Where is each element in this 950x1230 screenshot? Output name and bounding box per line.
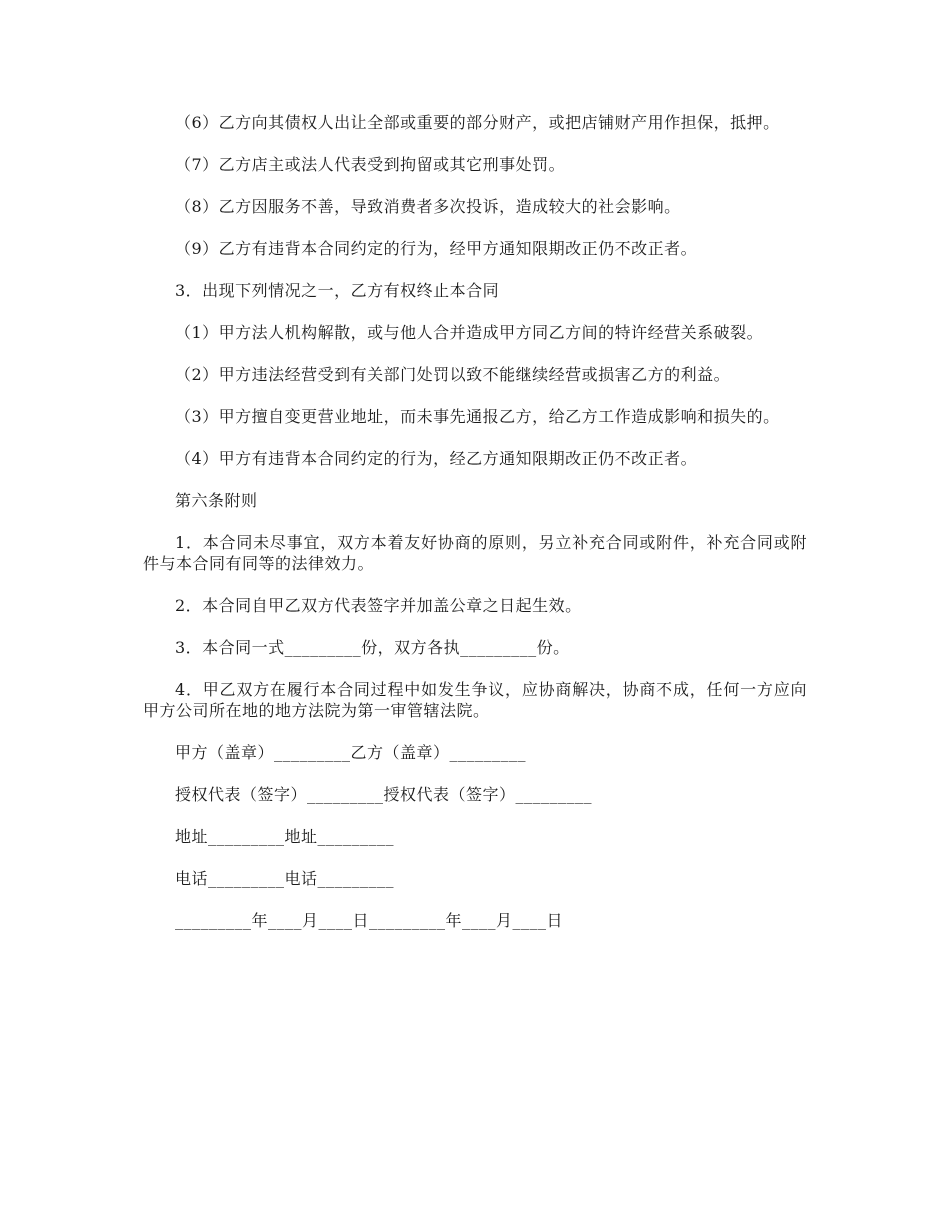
signature-line-address: 地址_________地址_________ bbox=[175, 827, 395, 846]
clause-paragraph: （4）甲方有违背本合同约定的行为，经乙方通知限期改正仍不改正者。 bbox=[175, 449, 698, 468]
signature-line-representative: 授权代表（签字）_________授权代表（签字）_________ bbox=[175, 785, 593, 804]
clause-paragraph: 2．本合同自甲乙双方代表签字并加盖公章之日起生效。 bbox=[175, 596, 582, 615]
clause-paragraph: （1）甲方法人机构解散，或与他人合并造成甲方同乙方间的特许经营关系破裂。 bbox=[175, 323, 764, 342]
clause-paragraph: （8）乙方因服务不善，导致消费者多次投诉，造成较大的社会影响。 bbox=[175, 197, 681, 216]
clause-paragraph: 4．甲乙双方在履行本合同过程中如发生争议，应协商解决，协商不成，任何一方应向甲方公司所在地的地方法院为第一审管辖法院。 bbox=[143, 680, 807, 720]
clause-heading: 3．出现下列情况之一，乙方有权终止本合同 bbox=[175, 281, 500, 300]
signature-line-seal: 甲方（盖章）_________乙方（盖章）_________ bbox=[175, 743, 527, 762]
clause-paragraph: 3．本合同一式_________份，双方各执_________份。 bbox=[175, 638, 570, 657]
clause-paragraph: （3）甲方擅自变更营业地址，而未事先通报乙方，给乙方工作造成影响和损失的。 bbox=[175, 407, 780, 426]
signature-line-date: _________年____月____日_________年____月____日 bbox=[175, 911, 564, 930]
clause-paragraph: （7）乙方店主或法人代表受到拘留或其它刑事处罚。 bbox=[175, 155, 566, 174]
signature-line-phone: 电话_________电话_________ bbox=[175, 869, 395, 888]
clause-paragraph: （6）乙方向其债权人出让全部或重要的部分财产，或把店铺财产用作担保，抵押。 bbox=[175, 113, 780, 132]
clause-paragraph: （2）甲方违法经营受到有关部门处罚以致不能继续经营或损害乙方的利益。 bbox=[175, 365, 731, 384]
article-heading: 第六条附则 bbox=[175, 491, 258, 510]
clause-paragraph: （9）乙方有违背本合同约定的行为，经甲方通知限期改正仍不改正者。 bbox=[175, 239, 698, 258]
clause-paragraph: 1．本合同未尽事宜，双方本着友好协商的原则，另立补充合同或附件，补充合同或附件与本合同有同等的法律效力。 bbox=[143, 533, 807, 573]
